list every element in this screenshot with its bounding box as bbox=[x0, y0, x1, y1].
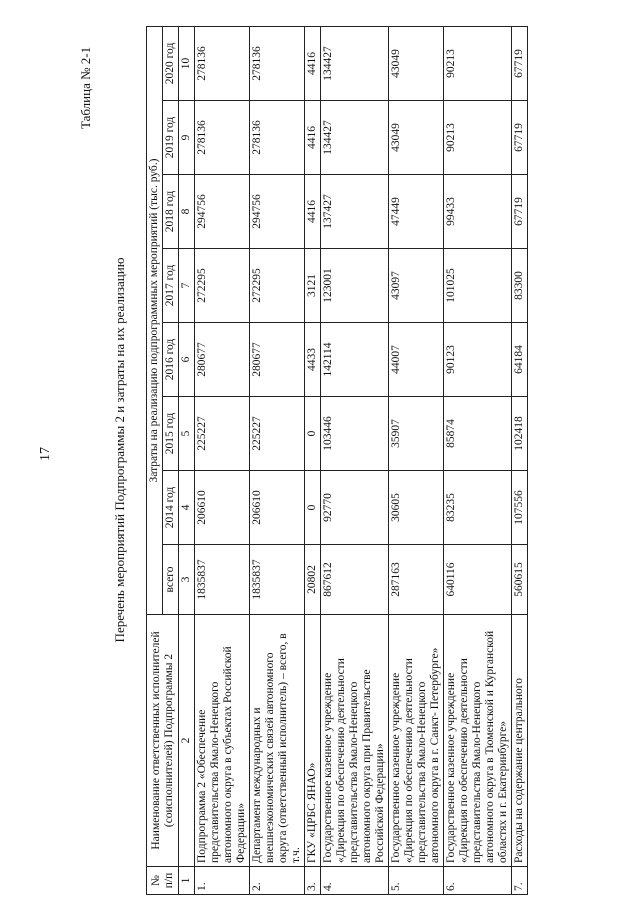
table-row bbox=[195, 26, 250, 894]
col-number: 3 bbox=[179, 545, 195, 615]
row-value: 278136 bbox=[250, 26, 305, 100]
row-value: 90213 bbox=[444, 26, 512, 100]
row-number: 1. bbox=[195, 867, 250, 895]
row-value: 294756 bbox=[250, 175, 305, 249]
row-value: 102418 bbox=[512, 397, 528, 471]
row-value: 20802 bbox=[305, 545, 321, 615]
column-number-row bbox=[179, 26, 195, 894]
row-name: Государственное казенное учреждение «Дирекция по обеспечению деятельности представительства Ямало-Ненецкого автономного округа при Правительстве Российской Федерации» bbox=[321, 615, 389, 867]
row-value: 4416 bbox=[305, 26, 321, 100]
row-value: 123001 bbox=[321, 249, 389, 323]
row-value: 0 bbox=[305, 471, 321, 545]
row-value: 0 bbox=[305, 397, 321, 471]
table-row bbox=[250, 26, 305, 894]
row-value: 3121 bbox=[305, 249, 321, 323]
row-value: 103446 bbox=[321, 397, 389, 471]
row-value: 137427 bbox=[321, 175, 389, 249]
row-number: 3. bbox=[305, 867, 321, 895]
row-value: 280677 bbox=[250, 323, 305, 397]
row-value: 67719 bbox=[512, 101, 528, 175]
header-name: Наименование ответственных исполнителей (соисполнителей) Подпрограммы 2 bbox=[147, 615, 179, 867]
row-number: 5. bbox=[389, 867, 444, 895]
header-year: 2019 год bbox=[163, 101, 179, 175]
row-name: ГКУ «ЦРБС ЯНАО» bbox=[305, 615, 321, 867]
row-value: 43049 bbox=[389, 101, 444, 175]
row-value: 30605 bbox=[389, 471, 444, 545]
row-value: 1835837 bbox=[195, 545, 250, 615]
table-row bbox=[305, 26, 321, 894]
row-value: 134427 bbox=[321, 26, 389, 100]
row-value: 280677 bbox=[195, 323, 250, 397]
header-year: 2018 год bbox=[163, 175, 179, 249]
costs-table bbox=[146, 26, 528, 895]
row-value: 83300 bbox=[512, 249, 528, 323]
row-value: 101025 bbox=[444, 249, 512, 323]
row-number: 6. bbox=[444, 867, 512, 895]
header-year: 2015 год bbox=[163, 397, 179, 471]
col-number: 10 bbox=[179, 26, 195, 100]
col-number: 9 bbox=[179, 101, 195, 175]
row-value: 287163 bbox=[389, 545, 444, 615]
col-number: 4 bbox=[179, 471, 195, 545]
row-value: 83235 bbox=[444, 471, 512, 545]
row-value: 67719 bbox=[512, 26, 528, 100]
table-caption: Перечень мероприятий Подпрограммы 2 и затраты на их реализацию bbox=[112, 257, 127, 643]
row-value: 294756 bbox=[195, 175, 250, 249]
row-value: 90213 bbox=[444, 101, 512, 175]
row-value: 67719 bbox=[512, 175, 528, 249]
row-value: 134427 bbox=[321, 101, 389, 175]
row-value: 560615 bbox=[512, 545, 528, 615]
row-value: 278136 bbox=[250, 101, 305, 175]
row-value: 85874 bbox=[444, 397, 512, 471]
header-costs-group: Затраты на реализацию подпрограммных мероприятий (тыс. руб.) bbox=[147, 26, 163, 614]
row-value: 272295 bbox=[250, 249, 305, 323]
row-value: 278136 bbox=[195, 26, 250, 100]
row-value: 4416 bbox=[305, 101, 321, 175]
row-value: 99433 bbox=[444, 175, 512, 249]
row-value: 640116 bbox=[444, 545, 512, 615]
col-number: 1 bbox=[179, 867, 195, 895]
col-number: 2 bbox=[179, 615, 195, 867]
table-number: Таблица № 2-1 bbox=[78, 46, 93, 129]
row-value: 1835837 bbox=[250, 545, 305, 615]
header-year: 2020 год bbox=[163, 26, 179, 100]
row-value: 142114 bbox=[321, 323, 389, 397]
row-number: 2. bbox=[250, 867, 305, 895]
row-value: 43097 bbox=[389, 249, 444, 323]
row-value: 272295 bbox=[195, 249, 250, 323]
header-total: всего bbox=[163, 545, 179, 615]
col-number: 8 bbox=[179, 175, 195, 249]
row-value: 47449 bbox=[389, 175, 444, 249]
header-year: 2017 год bbox=[163, 249, 179, 323]
row-value: 4416 bbox=[305, 175, 321, 249]
row-value: 35907 bbox=[389, 397, 444, 471]
row-value: 225227 bbox=[195, 397, 250, 471]
header-year: 2016 год bbox=[163, 323, 179, 397]
row-name: Расходы на содержание центрального bbox=[512, 615, 528, 867]
table-row bbox=[321, 26, 389, 894]
row-value: 206610 bbox=[250, 471, 305, 545]
table-row bbox=[389, 26, 444, 894]
row-number: 4. bbox=[321, 867, 389, 895]
col-number: 6 bbox=[179, 323, 195, 397]
row-value: 92770 bbox=[321, 471, 389, 545]
col-number: 5 bbox=[179, 397, 195, 471]
table-row bbox=[444, 26, 512, 894]
row-name: Подпрограмма 2 «Обеспечение представительства Ямало-Ненецкого автономного округа в субъектах Российской Федерации» bbox=[195, 615, 250, 867]
row-value: 206610 bbox=[195, 471, 250, 545]
table-row bbox=[512, 26, 528, 894]
row-value: 867612 bbox=[321, 545, 389, 615]
row-value: 278136 bbox=[195, 101, 250, 175]
row-name: Департамент международных и внешнеэкономических связей автономного округа (ответственный исполнитель) – всего, в т.ч. bbox=[250, 615, 305, 867]
row-value: 4433 bbox=[305, 323, 321, 397]
row-name: Государственное казенное учреждение «Дирекция по обеспечению деятельности представительства Ямало-Ненецкого автономного округа в Тюменской и Курганской областях и г. Екатеринбурге» bbox=[444, 615, 512, 867]
row-name: Государственное казенное учреждение «Дирекция по обеспечению деятельности представительства Ямало-Ненецкого автономного округа в г. Санкт- Петербурге» bbox=[389, 615, 444, 867]
row-value: 90123 bbox=[444, 323, 512, 397]
row-number: 7. bbox=[512, 867, 528, 895]
header-num: № п/п bbox=[147, 867, 179, 895]
row-value: 43049 bbox=[389, 26, 444, 100]
row-value: 225227 bbox=[250, 397, 305, 471]
page-number: 17 bbox=[38, 447, 53, 461]
row-value: 64184 bbox=[512, 323, 528, 397]
row-value: 44007 bbox=[389, 323, 444, 397]
col-number: 7 bbox=[179, 249, 195, 323]
header-year: 2014 год bbox=[163, 471, 179, 545]
row-value: 107556 bbox=[512, 471, 528, 545]
